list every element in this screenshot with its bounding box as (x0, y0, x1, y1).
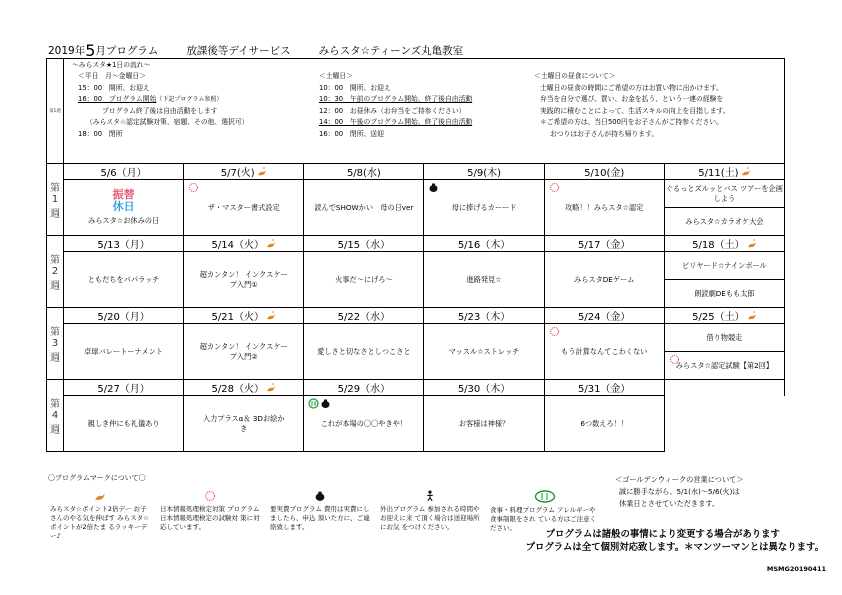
legend-item: 外出プログラム 参加される時間やお迎えに来 て頂く場合は送迎場所にお気 をつけください。 (380, 490, 480, 532)
activity-cell: みらスタDEゲーム (544, 252, 664, 308)
lunch-title: ＜土曜日の昼食について＞ (534, 72, 616, 80)
certificate-icon (203, 490, 217, 502)
activity-cell: 母に捧げるカーード (424, 180, 544, 236)
week-label: 第4週 (47, 380, 64, 452)
date-cell: 5/17（金） (544, 236, 664, 252)
flow-row (47, 59, 785, 164)
activity-cell: 卓球バレートーナメント (64, 324, 184, 380)
date-cell: 5/6（月） (64, 164, 184, 180)
lamp-icon (266, 383, 276, 393)
date-row (47, 236, 785, 252)
date-cell: 5/20（月） (64, 308, 184, 324)
date-cell: 5/23（木） (424, 308, 544, 324)
activity-cell: 進路発見☆ (424, 252, 544, 308)
legend-title: 〇プログラムマークについて〇 (48, 474, 146, 482)
date-cell: 5/10(金) (544, 164, 664, 180)
food-icon (534, 490, 556, 503)
activity-cell: ザ・マスター書式設定 (184, 180, 304, 236)
document-code: MSMG20190411 (766, 565, 826, 573)
week-label: 第3週 (47, 308, 64, 380)
certificate-icon (549, 182, 560, 193)
saturday-flow (319, 71, 539, 140)
date-row (47, 308, 785, 324)
date-cell: 5/30（木） (424, 380, 544, 396)
activity-cell: ともだちをパパラッチ (64, 252, 184, 308)
flow-line: プログラム終了後は自由活動をします (102, 106, 218, 115)
title-month: 5 (85, 41, 96, 60)
program-mark-legend (48, 474, 608, 540)
week-label: 第1週 (47, 59, 64, 164)
activity-row (47, 252, 785, 308)
activity-label: 借り物競走 (706, 332, 743, 342)
date-cell: 5/14（火） (184, 236, 304, 252)
activity-row (47, 324, 785, 380)
activity-label: みらスタ☆認定試験【第2回】 (665, 351, 784, 379)
activity-cell (664, 396, 784, 452)
lamp-icon (257, 167, 267, 177)
date-cell: 5/28（火） (184, 380, 304, 396)
date-cell: 5/31（金） (544, 380, 664, 396)
flow-line: 15：00 開所、お迎え (78, 83, 150, 92)
date-cell: 5/27（月） (64, 380, 184, 396)
activity-label: みらスタ☆お休みの日 (88, 216, 160, 225)
activity-row (47, 180, 785, 236)
activity-label: ぐるっとズルッとバス ツアーを企画しよう (665, 183, 783, 203)
activity-cell: マッスル☆ストレッチ (424, 324, 544, 380)
flow-line: 12：00 お昼休み（お弁当をご持参ください） (319, 106, 466, 115)
flow-line: （みらスタ☆認定試験対策、宿題、その他、選択可） (86, 118, 249, 126)
activity-cell: 入力プラスα＆ 3Dお絵かき (184, 396, 304, 452)
week-label: 第1週 (47, 164, 64, 236)
date-row (47, 380, 785, 396)
flow-heading: ～みらスタ★1日の流れ～ (72, 61, 151, 69)
gw-title: ＜ゴールデンウィークの営業について＞ (615, 475, 744, 484)
activity-cell: 火事だ～にげろ～ (304, 252, 424, 308)
program-calendar (46, 58, 785, 452)
lamp-icon (266, 239, 276, 249)
note-line: プログラムは諸般の事情により変更する場合があります (545, 529, 780, 540)
flow-line: おつりはお子さんが持ち帰ります。 (550, 129, 659, 138)
flow-line: 実践的に積むことによって、生活スキルの向上を目指します。 (540, 106, 730, 115)
activity-cell: 攻略！！みらスタ☆認定 (544, 180, 664, 236)
gw-line: 休業日とさせていただきます。 (619, 499, 720, 508)
date-cell: 5/13（月） (64, 236, 184, 252)
activity-cell (64, 180, 184, 236)
activity-cell: 超カンタン！ インクスケープ入門② (184, 324, 304, 380)
activity-cell: 愛しさと切なさとしつこさと (304, 324, 424, 380)
activity-row (47, 396, 785, 452)
date-row (47, 164, 785, 180)
date-cell: 5/7(火) (184, 164, 304, 180)
gw-line: 誠に勝手ながら、5/1(水)～5/6(火)は (619, 487, 740, 496)
date-cell: 5/29（水） (304, 380, 424, 396)
activity-cell: これが本場の〇〇やきや！ (304, 396, 424, 452)
walking-person-icon (423, 490, 437, 502)
flow-line: 10：00 開所、お迎え (319, 83, 391, 92)
lamp-icon (747, 239, 757, 249)
date-cell: 5/25（土） (664, 308, 784, 324)
certificate-icon (549, 326, 560, 337)
date-cell: 5/22（水） (304, 308, 424, 324)
date-cell: 5/21（火） (184, 308, 304, 324)
activity-cell: 読んでSHOWかい 母の日ver (304, 180, 424, 236)
date-cell: 5/18（土） (664, 236, 784, 252)
document-title (48, 42, 808, 58)
activity-label: 朗読劇DEもも太郎 (665, 279, 784, 307)
date-cell (664, 380, 784, 396)
weekday-title: ＜平日 月～金曜日＞ (78, 72, 146, 80)
saturday-title: ＜土曜日＞ (319, 72, 353, 80)
flow-line: 土曜日の昼食の時間にご希望の方はお買い物に出かけます。 (540, 83, 723, 92)
date-cell: 5/11(土) (664, 164, 784, 180)
activity-cell: もう計算なんてこわくない (544, 324, 664, 380)
activity-cell (664, 324, 784, 380)
certificate-icon (669, 354, 680, 365)
center-name: みらスタ☆ティーンズ丸亀教室 (318, 45, 464, 57)
date-cell: 5/15（水） (304, 236, 424, 252)
activity-label: ビリヤード☆ナインボール (682, 260, 767, 270)
money-bag-icon (313, 490, 327, 502)
money-bag-icon (428, 182, 439, 193)
program-notes (526, 528, 824, 554)
food-icon (308, 398, 319, 409)
title-suffix: 月プログラム (95, 45, 159, 57)
legend-item: みらスタ☆ポイント2倍デー お子さんのやる気を伸ばす みらスタ☆ポイントが2倍たま るラッキーデー♪ (50, 490, 150, 541)
activity-cell (664, 252, 784, 308)
date-cell: 5/16（木） (424, 236, 544, 252)
lamp-icon (741, 167, 751, 177)
note-line: プログラムは全て個別対応致します。＊マンツーマンとは異なります。 (525, 542, 824, 553)
activity-cell: 親しき仲にも礼儀あり (64, 396, 184, 452)
flow-line: 16：00 プログラム開始 (78, 95, 157, 103)
date-cell: 5/8(水) (304, 164, 424, 180)
flow-line: 弁当を自分で選び、買い、お金を払う、という一連の経験を (540, 95, 724, 103)
flow-line: 10：30 午前のプログラム開始、終了後自由活動 (319, 95, 473, 103)
flow-line: 18：00 閉所 (78, 129, 123, 138)
week-label: 第2週 (47, 236, 64, 308)
legend-item: 要実費プログラム 費用は実費にしましたら、申込 頂いた方に、ご連絡致します。 (270, 490, 370, 532)
lamp-icon (93, 490, 107, 502)
flow-line: 16：00 閉所、送迎 (319, 129, 384, 138)
holiday-badge: 振替 休日 (112, 188, 135, 213)
activity-cell: 超カンタン！ インクスケープ入門① (184, 252, 304, 308)
program-title (48, 43, 158, 58)
money-bag-icon (320, 398, 331, 409)
title-year: 2019年 (48, 45, 86, 57)
date-cell: 5/9(木) (424, 164, 544, 180)
flow-line: 14：00 午後のプログラム開始、終了後自由活動 (319, 118, 473, 126)
activity-cell: 6つ数えろ！！ (544, 396, 664, 452)
lunch-info (534, 71, 784, 140)
lamp-icon (747, 311, 757, 321)
golden-week-notice (615, 474, 825, 510)
daily-flow-cell (64, 59, 785, 164)
lamp-icon (266, 311, 276, 321)
certificate-icon (188, 182, 199, 193)
flow-note: （下記プログラム参照） (156, 96, 223, 103)
legend-item: 食事・料理プログラム アレルギーや食事制限をされ ている方はご注意ください。 (490, 490, 600, 533)
date-cell: 5/24（金） (544, 308, 664, 324)
legend-item: 日本情報処理検定対策 プログラム 日本情報処理検定の試験対 策に対応しています。 (160, 490, 260, 532)
service-name: 放課後等デイサービス (186, 45, 291, 57)
flow-line: ＊ご希望の方は、当日500円をお子さんがご持参ください。 (540, 118, 723, 126)
activity-cell: お客様は神様？ (424, 396, 544, 452)
activity-cell (664, 180, 784, 236)
weekday-flow (78, 71, 328, 140)
activity-label: みらスタ☆カラオケ大会 (665, 207, 784, 235)
